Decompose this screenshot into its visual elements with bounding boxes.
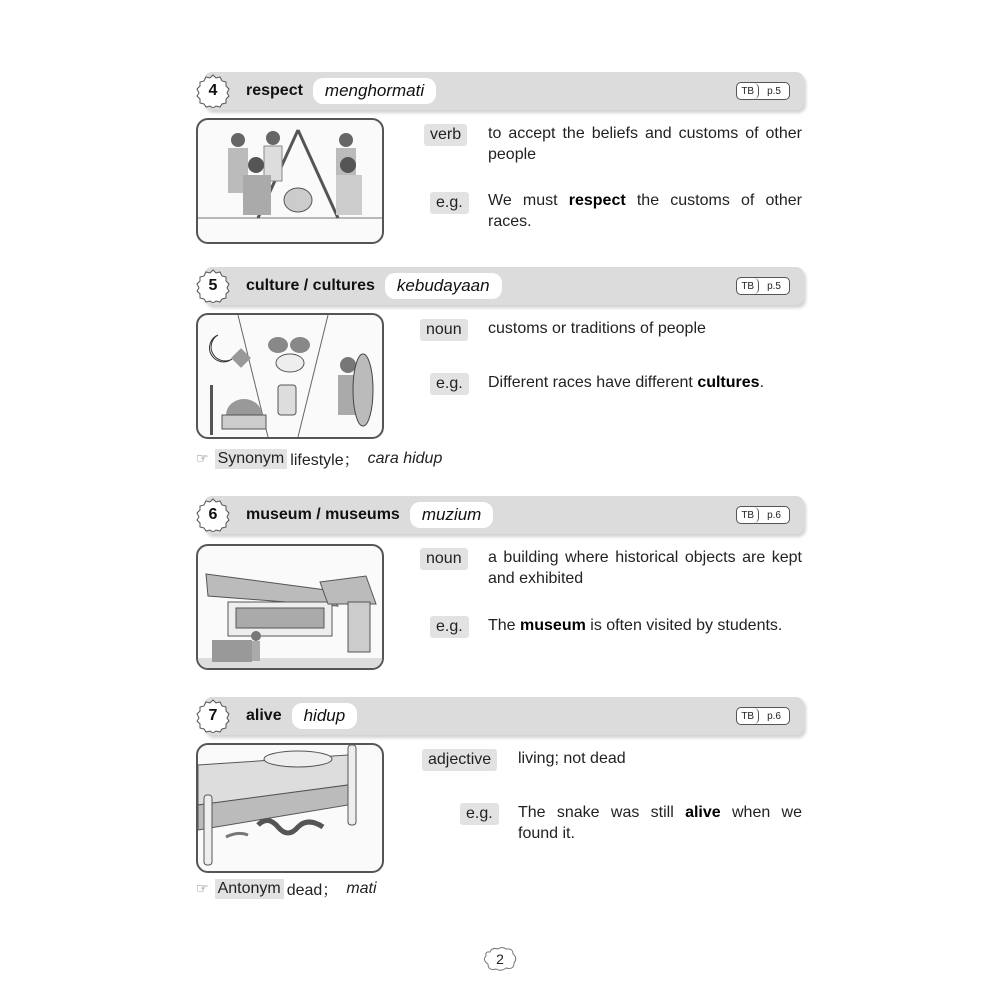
entry-number: 7 bbox=[208, 707, 218, 724]
entry-number-badge bbox=[196, 269, 230, 303]
example-sentence bbox=[488, 190, 802, 232]
snake-under-bed-illustration bbox=[196, 743, 384, 873]
entry-number: 6 bbox=[208, 506, 218, 523]
example-sentence bbox=[488, 615, 802, 636]
entry-number-badge bbox=[196, 74, 230, 108]
entry-translation: kebudayaan bbox=[385, 273, 502, 299]
ref-label: TB bbox=[737, 278, 759, 294]
example-text: We must bbox=[488, 192, 569, 209]
pointing-hand-icon: ☞ bbox=[196, 880, 209, 896]
example-text: The bbox=[488, 617, 521, 634]
antonym-note bbox=[196, 877, 377, 900]
example-label: e.g. bbox=[430, 616, 469, 638]
synonym-label: Synonym bbox=[215, 449, 288, 469]
example-sentence bbox=[488, 372, 802, 393]
entry-translation: muzium bbox=[410, 502, 494, 528]
example-text: when we found it. bbox=[518, 804, 802, 842]
entry-number-badge bbox=[196, 699, 230, 733]
textbook-ref bbox=[736, 506, 790, 524]
ref-label: TB bbox=[737, 83, 759, 99]
example-text: is often visited by students. bbox=[585, 617, 783, 634]
entry-translation: hidup bbox=[292, 703, 358, 729]
vocab-entry-alive bbox=[196, 697, 804, 899]
synonym-english: lifestyle； bbox=[290, 452, 360, 469]
definition: customs or traditions of people bbox=[488, 320, 706, 337]
example-keyword: alive bbox=[685, 804, 721, 821]
part-of-speech: noun bbox=[420, 548, 468, 570]
page-number: 2 bbox=[496, 951, 504, 967]
part-of-speech: adjective bbox=[422, 749, 497, 771]
people-cooking-illustration bbox=[196, 118, 384, 244]
page-number-badge bbox=[482, 946, 518, 972]
example-label: e.g. bbox=[430, 192, 469, 214]
antonym-english: dead； bbox=[286, 882, 339, 899]
example-text: Different races have different bbox=[488, 374, 698, 391]
vocab-entry-culture bbox=[196, 267, 804, 469]
pointing-hand-icon: ☞ bbox=[196, 450, 209, 466]
ref-page: p.5 bbox=[767, 280, 781, 292]
entry-number-badge bbox=[196, 498, 230, 532]
entry-word: alive bbox=[246, 707, 282, 724]
entry-word: respect bbox=[246, 82, 303, 99]
textbook-ref bbox=[736, 82, 790, 100]
definition: to accept the beliefs and customs of other people bbox=[488, 125, 802, 163]
ref-page: p.6 bbox=[767, 710, 781, 722]
entry-translation: menghormati bbox=[313, 78, 436, 104]
part-of-speech: verb bbox=[424, 124, 467, 146]
entry-word: museum / museums bbox=[246, 506, 400, 523]
ref-label: TB bbox=[737, 507, 759, 523]
textbook-ref bbox=[736, 707, 790, 725]
entry-header bbox=[204, 72, 804, 110]
example-text: the customs of other races. bbox=[488, 192, 803, 230]
vocab-entry-museum bbox=[196, 496, 804, 635]
definition: living; not dead bbox=[518, 750, 626, 767]
museum-illustration bbox=[196, 544, 384, 670]
cultures-illustration bbox=[196, 313, 384, 439]
example-sentence bbox=[518, 802, 802, 844]
synonym-malay: cara hidup bbox=[367, 449, 443, 467]
example-keyword: cultures bbox=[697, 374, 760, 391]
entry-number: 5 bbox=[208, 277, 218, 294]
textbook-ref bbox=[736, 277, 790, 295]
synonym-note bbox=[196, 447, 442, 470]
vocab-entry-respect bbox=[196, 72, 804, 230]
antonym-label: Antonym bbox=[215, 879, 284, 899]
entry-header bbox=[204, 697, 804, 735]
ref-page: p.5 bbox=[767, 85, 781, 97]
entry-header bbox=[204, 267, 804, 305]
entry-number: 4 bbox=[208, 82, 218, 99]
entry-header bbox=[204, 496, 804, 534]
example-text: . bbox=[759, 374, 765, 391]
antonym-malay: mati bbox=[346, 879, 377, 897]
example-keyword: museum bbox=[520, 617, 586, 634]
example-keyword: respect bbox=[568, 192, 626, 209]
entry-word: culture / cultures bbox=[246, 277, 375, 294]
example-label: e.g. bbox=[460, 803, 499, 825]
ref-page: p.6 bbox=[767, 509, 781, 521]
ref-label: TB bbox=[737, 708, 759, 724]
example-text: The snake was still bbox=[518, 804, 686, 821]
definition: a building where historical objects are kept and exhibited bbox=[488, 549, 802, 587]
part-of-speech: noun bbox=[420, 319, 468, 341]
example-label: e.g. bbox=[430, 373, 469, 395]
